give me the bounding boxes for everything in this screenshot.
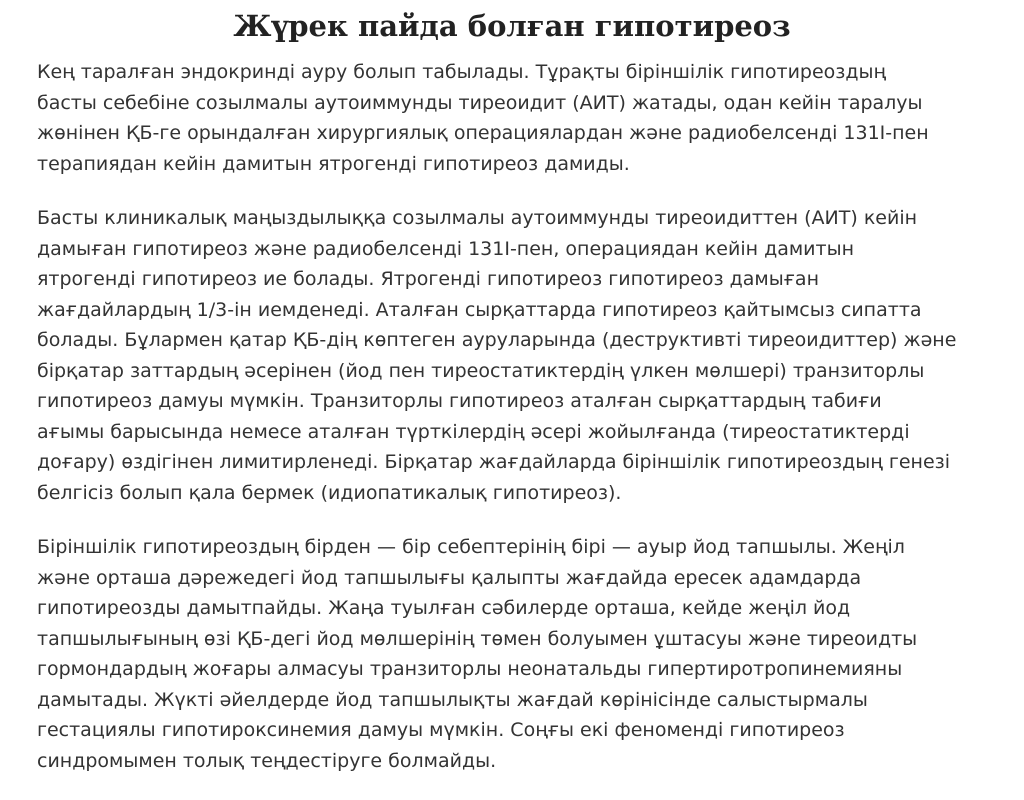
text-line: тапшылығының өзі ҚБ-дегі йод мөлшерінің төмен болуымен ұштасуы және тиреоидты [37, 627, 918, 650]
text-line: гипотиреоз дамуы мүмкін. Транзиторлы гипотиреоз аталған сырқаттардың табиғи [37, 390, 882, 412]
text-line: болады. Бұлармен қатар ҚБ-дің көптеген ауруларында (деструктивті тиреоидиттер) және [37, 329, 957, 351]
text-line: басты себебіне созылмалы аутоиммунды тиреоидит (АИТ) жатады, одан кейін таралуы [37, 91, 923, 114]
text-line: гормондардың жоғары алмасуы транзиторлы неонатальды гипертиротропинемияны [37, 658, 903, 680]
text-line: гестациялы гипотироксинемия дамуы мүмкін. Соңғы екі феноменді гипотиреоз [37, 719, 845, 741]
document-body [37, 57, 997, 800]
text-line: Біріншілік гипотиреоздың бірден — бір себептерінің бірі — ауыр йод тапшылы. Жеңіл [37, 536, 905, 558]
text-line: дамыған гипотиреоз және радиобелсенді 131I-пен, операциядан кейін дамитын [37, 237, 855, 260]
text-line: ағымы барысында немесе аталған түрткілердің әсері жойылғанда (тиреостатиктерді [37, 420, 910, 443]
text-line: доғару) өздігінен лимитирленеді. Бірқатар жағдайларда біріншілік гипотиреоздың генезі [37, 451, 951, 473]
text-line: терапиядан кейін дамитын ятрогенді гипотиреоз дамиды. [37, 152, 630, 175]
text-line: гипотиреозды дамытпайды. Жаңа туылған сәбилерде орташа, кейде жеңіл йод [37, 597, 851, 619]
paragraph-1 [37, 57, 997, 179]
text-line: Кең таралған эндокринді ауру болып табылады. Тұрақты біріншілік гипотиреоздың [37, 61, 887, 83]
text-line: және орташа дәрежедегі йод тапшылығы қалыпты жағдайда ересек адамдарда [37, 566, 862, 589]
text-line: дамытады. Жүкті әйелдерде йод тапшылықты жағдай көрінісінде салыстырмалы [37, 688, 868, 711]
text-line: жөнінен ҚБ-ге орындалған хирургиялық операциялардан және радиобелсенді 131I-пен [37, 122, 929, 144]
text-line: белгісіз болып қала бермек (идиопатикалық гипотиреоз). [37, 481, 622, 504]
text-line: ятрогенді гипотиреоз ие болады. Ятрогенді гипотиреоз гипотиреоз дамыған [37, 268, 819, 290]
text-line: жағдайлардың 1/3-ін иемденеді. Аталған сырқаттарда гипотиреоз қайтымсыз сипатта [37, 298, 922, 321]
text-line: Басты клиникалық маңыздылыққа созылмалы аутоиммунды тиреоидиттен (АИТ) кейін [37, 207, 918, 229]
paragraph-2 [37, 203, 997, 508]
text-line: синдромымен толық теңдестіруге болмайды. [37, 749, 497, 772]
paragraph-3 [37, 532, 997, 776]
page-title: Жүрек пайда болған гипотиреоз [233, 9, 791, 43]
text-line: бірқатар заттардың әсерінен (йод пен тиреостатиктердің үлкен мөлшері) транзиторлы [37, 359, 925, 382]
